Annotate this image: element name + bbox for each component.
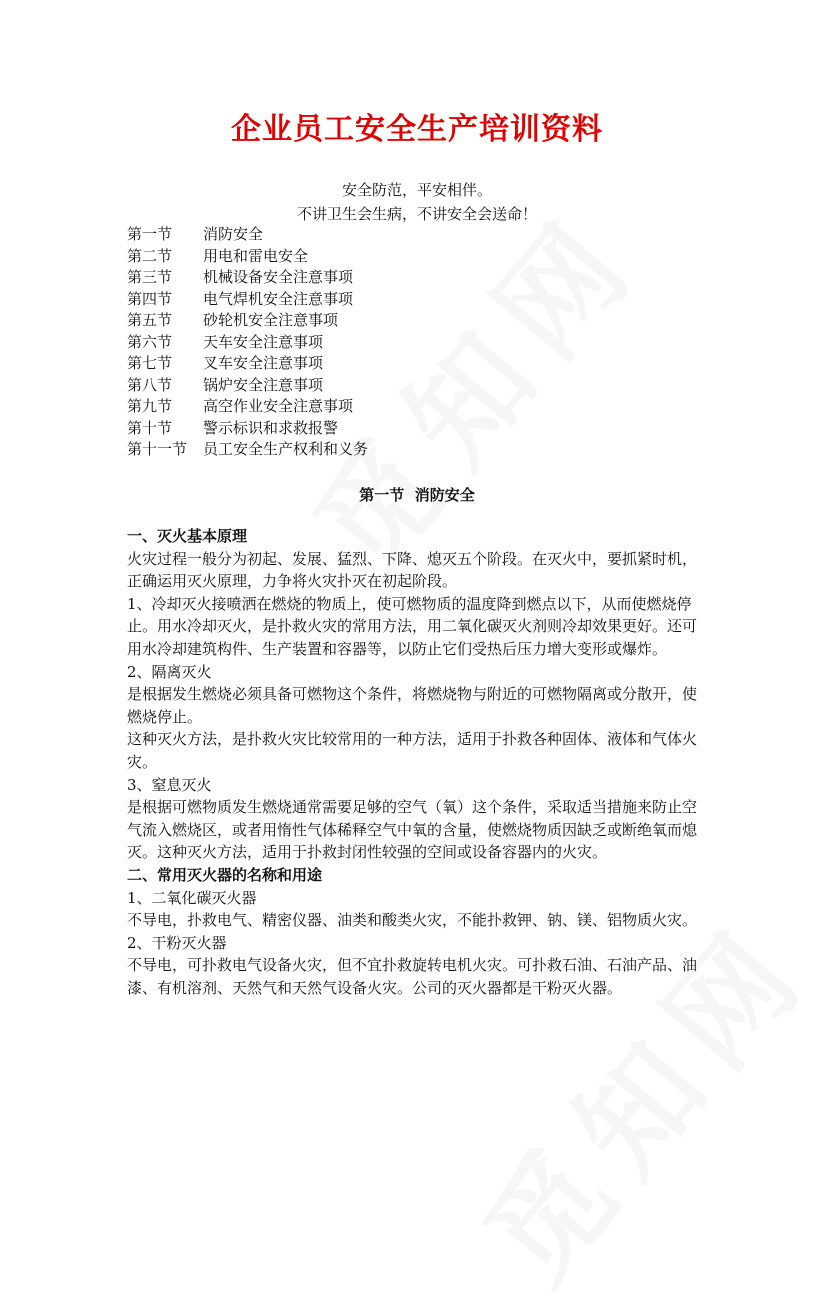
toc-number: 第五节 <box>127 311 173 329</box>
subheading: 二、常用灭火器的名称和用途 <box>127 865 323 884</box>
toc-title: 锅炉安全注意事项 <box>203 375 324 394</box>
toc-title: 用电和雷电安全 <box>203 246 309 265</box>
toc-item <box>127 439 707 461</box>
section-body <box>127 525 707 999</box>
toc-title: 消防安全 <box>203 225 264 243</box>
toc-item <box>127 289 707 311</box>
slogans <box>127 178 707 226</box>
paragraph: 这种灭火方法，是扑救火灾比较常用的一种方法，适用于扑救各种固体、液体和气体火灾。 <box>127 730 698 771</box>
toc-item <box>127 224 707 246</box>
toc-title: 砂轮机安全注意事项 <box>203 311 339 329</box>
toc-title: 机械设备安全注意事项 <box>203 268 354 286</box>
document-title: 企业员工安全生产培训资料 <box>231 112 603 147</box>
paragraph: 是根据发生燃烧必须具备可燃物这个条件，将燃烧物与附近的可燃物隔离或分散开，使燃烧停止。 <box>127 685 698 726</box>
paragraph: 不导电，可扑救电气设备火灾，但不宜扑救旋转电机火灾。可扑救石油、石油产品、油漆、有机溶剂、天然气和天然气设备火灾。公司的灭火器都是干粉灭火器。 <box>127 956 698 997</box>
toc-title: 叉车安全注意事项 <box>203 354 324 372</box>
toc-item <box>127 267 707 289</box>
toc-title: 员工安全生产权利和义务 <box>203 440 369 458</box>
toc-number: 第八节 <box>127 375 173 394</box>
toc-item <box>127 310 707 332</box>
toc-title: 电气焊机安全注意事项 <box>203 289 354 308</box>
toc-item <box>127 396 707 418</box>
paragraph: 2、隔离灭火 <box>127 662 212 681</box>
toc-number: 第一节 <box>127 225 173 243</box>
toc-number: 第十一节 <box>127 440 188 458</box>
paragraph: 1、冷却灭火接喷洒在燃烧的物质上，使可燃物质的温度降到燃点以下，从而使燃烧停止。用水冷却灭火，是扑救火灾的常用方法，用二氧化碳灭火剂则冷却效果更好。还可用水冷却建筑构件、生产装置和容器等，以防止它们受热后压力增大变形或爆炸。 <box>127 594 698 658</box>
slogan-line: 不讲卫生会生病，不讲安全会送命！ <box>296 205 537 223</box>
toc-number: 第十节 <box>127 418 173 437</box>
paragraph: 是根据可燃物质发生燃烧通常需要足够的空气（氧）这个条件，采取适当措施来防止空气流入燃烧区，或者用惰性气体稀释空气中氧的含量，使燃烧物质因缺乏或断绝氧而熄灭。这种灭火方法，适用于扑救封闭性较强的空间或设备容器内的火灾。 <box>127 798 698 862</box>
toc-title: 高空作业安全注意事项 <box>203 397 354 415</box>
toc-item <box>127 246 707 268</box>
toc-item <box>127 375 707 397</box>
paragraph: 2、干粉灭火器 <box>127 933 227 952</box>
subheading: 一、灭火基本原理 <box>127 527 248 545</box>
toc-number: 第七节 <box>127 354 173 372</box>
toc-title: 天车安全注意事项 <box>203 332 324 351</box>
paragraph: 火灾过程一般分为初起、发展、猛烈、下降、熄灭五个阶段。在灭火中，要抓紧时机，正确运用灭火原理，力争将火灾扑灭在初起阶段。 <box>127 549 698 591</box>
toc-number: 第九节 <box>127 397 173 415</box>
toc-title: 警示标识和求救报警 <box>203 418 339 437</box>
paragraph: 3、窒息灭火 <box>127 775 212 794</box>
toc-number: 第三节 <box>127 268 173 286</box>
paragraph: 1、二氧化碳灭火器 <box>127 888 257 907</box>
table-of-contents <box>127 224 707 461</box>
toc-item <box>127 332 707 354</box>
section-heading: 第一节 消防安全 <box>359 486 475 504</box>
toc-item <box>127 353 707 375</box>
toc-item <box>127 418 707 440</box>
paragraph: 不导电，扑救电气、精密仪器、油类和酸类火灾，不能扑救钾、钠、镁、铝物质火灾。 <box>127 911 698 930</box>
toc-number: 第四节 <box>127 289 173 308</box>
toc-number: 第二节 <box>127 246 173 265</box>
slogan-line: 安全防范，平安相伴。 <box>341 181 492 199</box>
toc-number: 第六节 <box>127 332 173 351</box>
